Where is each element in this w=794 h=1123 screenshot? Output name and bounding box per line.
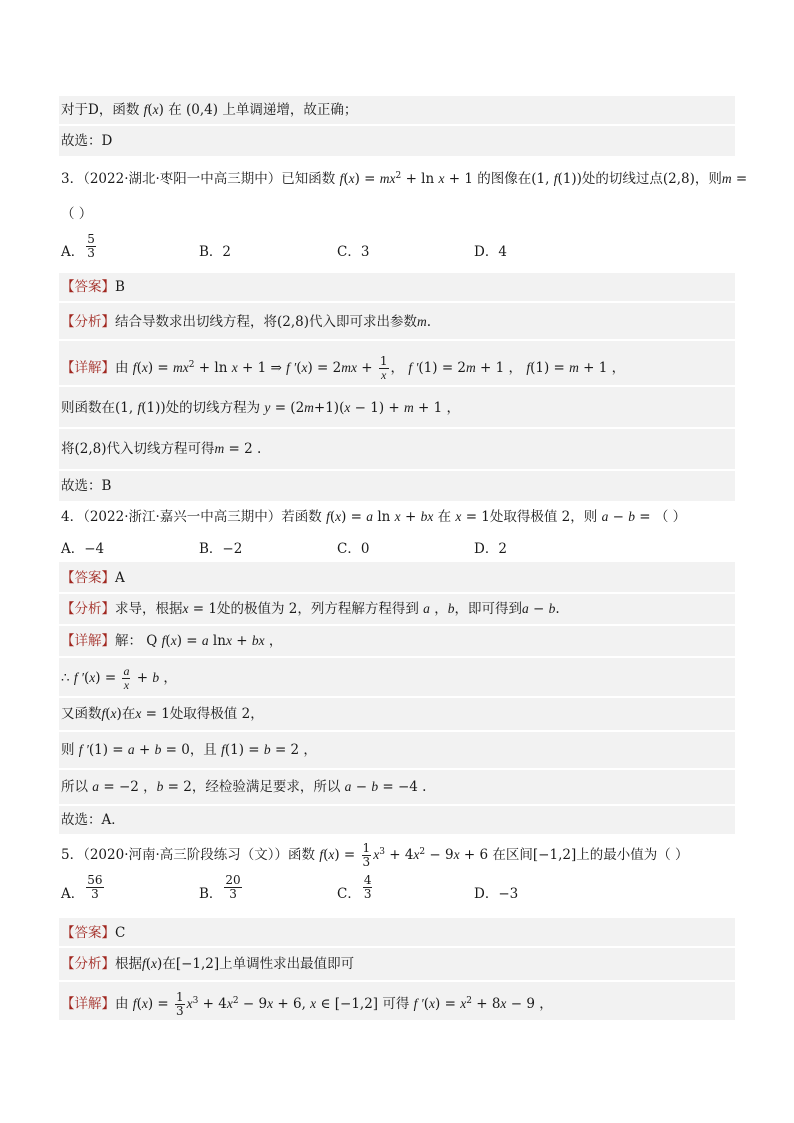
option-d: D．2	[474, 541, 507, 557]
question-3-paren	[59, 205, 735, 223]
detail-tag: 【详解】	[61, 633, 115, 649]
detail-text: 解：	[115, 633, 142, 649]
d-option-analysis: 对于D，函数 f(x) 在 (0,4) 上单调递增，故正确；	[59, 96, 735, 124]
detail-text: 又函数	[61, 706, 102, 722]
question-3-header: 3．（2022·湖北·枣阳一中高三期中）已知函数 $f(x) = mx^2 + \ln x + 1$ 的图像在(1, f(1))处的切线过点(2,8)，则m =	[61, 171, 748, 187]
analysis-tag: 【分析】	[61, 314, 115, 330]
question-4-header: 4．（2022·浙江·嘉兴一中高三期中）若函数 f(x) = a ln x + bx 在 x = 1处取得极值 2，则 a − b = （ ）	[61, 509, 687, 525]
question-5-options	[59, 873, 735, 913]
detail-tag: 【详解】	[61, 996, 115, 1012]
detail-text: 则函数在	[61, 400, 115, 416]
detail-text: 则	[61, 742, 75, 758]
analysis-tag: 【分析】	[61, 601, 115, 617]
question-text: 的图像在	[477, 171, 532, 187]
detail-text: 由	[115, 360, 129, 376]
detail-tag: 【详解】	[61, 360, 115, 376]
label: 对于D，	[61, 102, 113, 118]
answer-value: A	[115, 570, 125, 586]
option-b: B．−2	[199, 541, 243, 557]
detail-text: ，经检验满足要求，所以	[191, 779, 341, 795]
answer-text: 故选：A．	[61, 812, 125, 828]
detail-text: 处的切线方程为	[165, 400, 261, 416]
analysis-text: ，即可得到	[454, 601, 522, 617]
q3-tangent-line: 则函数在(1, f(1))处的切线方程为 y = (2m+1)(x − 1) + m + 1 ，	[59, 387, 735, 427]
option-a: A． $\frac{56}{3}$	[61, 873, 103, 902]
paren: （ ）	[654, 509, 687, 525]
answer-tag: 【答案】	[61, 570, 115, 586]
question-4-options	[59, 540, 735, 560]
q4-final	[59, 806, 735, 834]
detail-text: 由	[115, 996, 129, 1012]
analysis-text: 在	[162, 956, 176, 972]
text: 函数	[112, 102, 140, 118]
detail-text: ，且	[189, 742, 217, 758]
q4-detail: 【详解】解： Q f(x) = a lnx + bx ，	[59, 626, 735, 656]
analysis-text: 处的极值为 2，列方程解方程得到	[216, 601, 419, 617]
q3-substitute: 将(2,8)代入切线方程可得m = 2 .	[59, 429, 735, 469]
q3-answer	[59, 273, 735, 301]
q4-extreme: 又函数f(x)在x = 1处取得极值 2，	[59, 698, 735, 730]
option-b: B．2	[199, 244, 232, 260]
analysis-text: 上单调性求出最值即可	[219, 956, 355, 972]
detail-text: 处取得极值 2，	[169, 706, 264, 722]
detail-text: 可得	[382, 996, 410, 1012]
option-c: C． $\frac{4}{3}$	[337, 873, 372, 902]
option-a: A．−4	[61, 541, 105, 557]
option-a: A． $\frac{5}{3}$	[61, 232, 95, 260]
q4-analysis: 【分析】求导，根据x = 1处的极值为 2，列方程解方程得到 a ，b，即可得到a − b.	[59, 594, 735, 624]
q3-detail: 【详解】由 $f(x) = mx^2 + \ln x + 1$ ⇒ f ′(x) = 2mx + $\frac{1}{x}$ ， f ′(1) = 2m + 1 ， f(1) = m + 1 ，	[59, 341, 735, 385]
answer-value: C	[115, 925, 126, 941]
q3-analysis: 【分析】结合导数求出切线方程，将(2,8)代入即可求出参数m.	[59, 303, 735, 339]
answer-value: B	[115, 279, 125, 295]
q4-derivative: ∴ f ′(x) = $\frac{a}{x}$ + b ，	[59, 658, 735, 696]
paren: （ ）	[61, 206, 93, 222]
q5-answer	[59, 918, 735, 946]
detail-text: 将(2,8)代入切线方程可得	[61, 441, 215, 457]
math: f	[143, 102, 148, 117]
q4-solution: 所以 a = −2 ，b = 2，经检验满足要求，所以 a − b = −4 .	[59, 770, 735, 804]
question-text: 在	[437, 509, 452, 525]
answer-line	[59, 126, 735, 156]
option-c: C．0	[337, 541, 370, 557]
question-text: 上的最小值为（ ）	[576, 847, 689, 863]
option-d: D．4	[474, 244, 507, 260]
option-d: D．−3	[474, 886, 519, 902]
question-5-header: 5．（2020·河南·高三阶段练习（文））函数 f(x) = $\frac{1}{3}$ $x^3 + 4x^2 - 9x + 6$ 在区间[−1,2]上的最小值为（ ）	[61, 841, 689, 869]
option-c: C．3	[337, 244, 370, 260]
q3-final	[59, 471, 735, 501]
analysis-text: 根据	[115, 956, 142, 972]
analysis-text: 求导，根据	[115, 601, 183, 617]
answer-tag: 【答案】	[61, 279, 115, 295]
answer-text: 故选：D	[61, 133, 113, 149]
analysis-text: 结合导数求出切线方程，将(2,8)代入即可求出参数	[115, 314, 418, 330]
q5-analysis: 【分析】根据f(x)在[−1,2]上单调性求出最值即可	[59, 948, 735, 980]
question-text: 处取得极值 2，则	[489, 509, 598, 525]
text: 在	[168, 102, 182, 118]
answer-tag: 【答案】	[61, 925, 115, 941]
q5-detail: 【详解】由 f(x) = $\frac{1}{3}$ $x^3 + 4x^2 - 9x + 6$, x ∈ [−1,2] 可得 f $'(x) = x^2 + 8x - 9$ ，	[59, 982, 735, 1020]
option-b: B． $\frac{20}{3}$	[199, 873, 241, 902]
q4-answer	[59, 562, 735, 592]
question-text: 4．（2022·浙江·嘉兴一中高三期中）若函数	[61, 509, 322, 525]
question-text: 5．（2020·河南·高三阶段练习（文））函数	[61, 847, 316, 863]
detail-text: 在	[121, 706, 136, 722]
analysis-tag: 【分析】	[61, 956, 115, 972]
question-text: 3．（2022·湖北·枣阳一中高三期中）已知函数	[61, 171, 336, 187]
answer-text: 故选：B	[61, 478, 112, 494]
text: 上单调递增，故正确；	[222, 102, 358, 118]
question-text: 在区间	[492, 847, 533, 863]
question-text: 处的切线过点	[581, 171, 663, 187]
q4-equations: 则 f ′(1) = a + b = 0，且 f(1) = b = 2 ，	[59, 732, 735, 768]
question-3-options	[59, 232, 735, 268]
detail-text: 所以	[61, 779, 88, 795]
question-text: ，则	[694, 171, 722, 187]
